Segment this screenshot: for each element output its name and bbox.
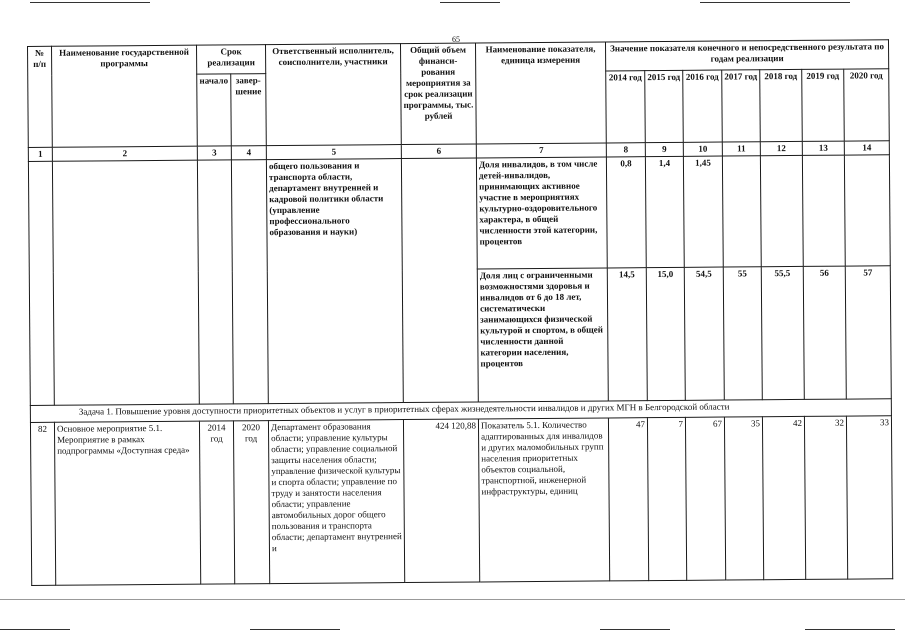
col-number: 11 [722, 142, 760, 156]
row-funding: 424 120,88 [403, 419, 479, 583]
col-number: 9 [645, 142, 683, 156]
indicator-name: Доля лиц с ограниченными возможностями здоровья и инвалидов от 6 до 18 лет, систематически занимающихся физической культурой и спортом, в общей численности данной категории населения, процентов [477, 268, 608, 402]
row-value: 32 [804, 416, 847, 579]
indicator-value: 1,45 [683, 156, 723, 267]
continued-row-indicator-1 [28, 155, 890, 273]
continued-start-cell [197, 160, 233, 404]
header-year-2015: 2015 год [645, 70, 684, 142]
bottom-edge-rule [805, 629, 895, 630]
row-value: 67 [685, 417, 725, 580]
top-edge-rule [30, 2, 150, 3]
row-program-name: Основное мероприятие 5.1. Мероприятие в рамках подпрограммы «Доступная среда» [54, 421, 200, 585]
bottom-edge-rule [0, 629, 70, 630]
indicator-value [844, 155, 890, 266]
indicator-value: 0,8 [606, 157, 646, 268]
continued-end-cell [231, 160, 268, 404]
page-number: 65 [452, 35, 460, 44]
row-value: 47 [608, 418, 648, 581]
header-year-2019: 2019 год [802, 69, 845, 141]
col-number: 14 [844, 141, 889, 155]
bottom-edge-rule [250, 629, 340, 630]
header-responsible: Ответственный исполнитель, соисполнители, участники [265, 44, 401, 146]
col-number: 7 [476, 143, 606, 158]
indicator-value: 1,4 [645, 156, 684, 267]
col-number: 3 [197, 146, 231, 160]
header-num: № п/п [28, 46, 53, 147]
row-responsible: Департамент образования области; управление культуры области; управление социальной защиты населения области; управление физической культуры и спорта области; управление по труду и занятости населения области; управление автомобильных дорог общего пользования и транспорта области; департамент внутренней и [268, 420, 404, 584]
row-value: 42 [762, 416, 805, 579]
top-edge-rule [440, 2, 500, 3]
indicator-value: 57 [845, 266, 891, 399]
continued-num-cell [28, 161, 54, 405]
header-year-2020: 2020 год [844, 69, 890, 141]
indicator-name: Доля инвалидов, в том числе детей-инвалидов, принимающих активное участие в мероприятиях культурно-оздоровительного характера, в общей численности этой категории, процентов [476, 157, 607, 269]
col-number: 12 [760, 141, 802, 155]
header-term-end: завер- шение [231, 74, 267, 146]
header-term-start: начало [197, 74, 232, 146]
indicator-value: 14,5 [607, 268, 647, 401]
col-number: 8 [606, 143, 645, 157]
continued-funding-cell [401, 158, 478, 403]
indicator-value: 56 [803, 266, 846, 399]
task-title: Задача 1. Повышение уровня доступности приоритетных объектов и услуг в приоритетных сферах жизнедеятельности инвалидов и других МГН в Белгородской области [30, 399, 891, 423]
indicator-value [722, 156, 761, 267]
row-end-year: 2020 год [233, 421, 269, 584]
header-program-name: Наименование государственной программы [52, 45, 198, 147]
continued-program-cell [52, 160, 199, 405]
col-number: 4 [231, 146, 266, 160]
row-num: 82 [30, 422, 55, 585]
continued-responsible: общего пользования и транспорта области, департамент внутренней и кадровой политики области (управление профессионального образования и науки) [266, 159, 403, 404]
bottom-edge-rule [600, 629, 670, 630]
row-start-year: 2014 год [199, 421, 234, 584]
header-indicator: Наименование показателя, единица измерения [475, 42, 606, 144]
header-year-2016: 2016 год [683, 70, 723, 142]
indicator-value [760, 155, 803, 266]
col-number: 2 [52, 146, 197, 161]
row-value: 7 [647, 417, 686, 580]
header-year-2017: 2017 год [722, 70, 761, 142]
header-values-title: Значение показателя конечного и непосредственного результата по годам реализации [605, 40, 888, 71]
page-fold-line [0, 599, 905, 600]
header-funding: Общий объем финанси-рования мероприятия за срок реализации программы, тыс. рублей [400, 43, 476, 145]
indicator-value [802, 155, 845, 266]
header-year-2018: 2018 год [760, 69, 803, 141]
indicator-value: 55,5 [761, 266, 804, 399]
program-table [27, 39, 893, 586]
table-row-82 [30, 416, 892, 586]
indicator-value: 15,0 [646, 267, 685, 400]
row-value: 33 [846, 416, 892, 579]
header-year-2014: 2014 год [606, 71, 646, 143]
col-number: 1 [28, 147, 52, 161]
row-value: 35 [724, 417, 763, 580]
header-term: Срок реализации [196, 45, 265, 75]
col-number: 10 [683, 142, 722, 156]
col-number: 5 [266, 145, 401, 160]
top-edge-rule [700, 2, 850, 3]
indicator-value: 54,5 [684, 267, 724, 400]
indicator-value: 55 [723, 267, 762, 400]
col-number: 6 [401, 144, 476, 159]
row-indicator: Показатель 5.1. Количество адаптированных для инвалидов и других маломобильных групп населения приоритетных объектов социальной, транспортной, инженерной инфраструктуры, единиц [478, 418, 609, 582]
col-number: 13 [802, 141, 844, 155]
